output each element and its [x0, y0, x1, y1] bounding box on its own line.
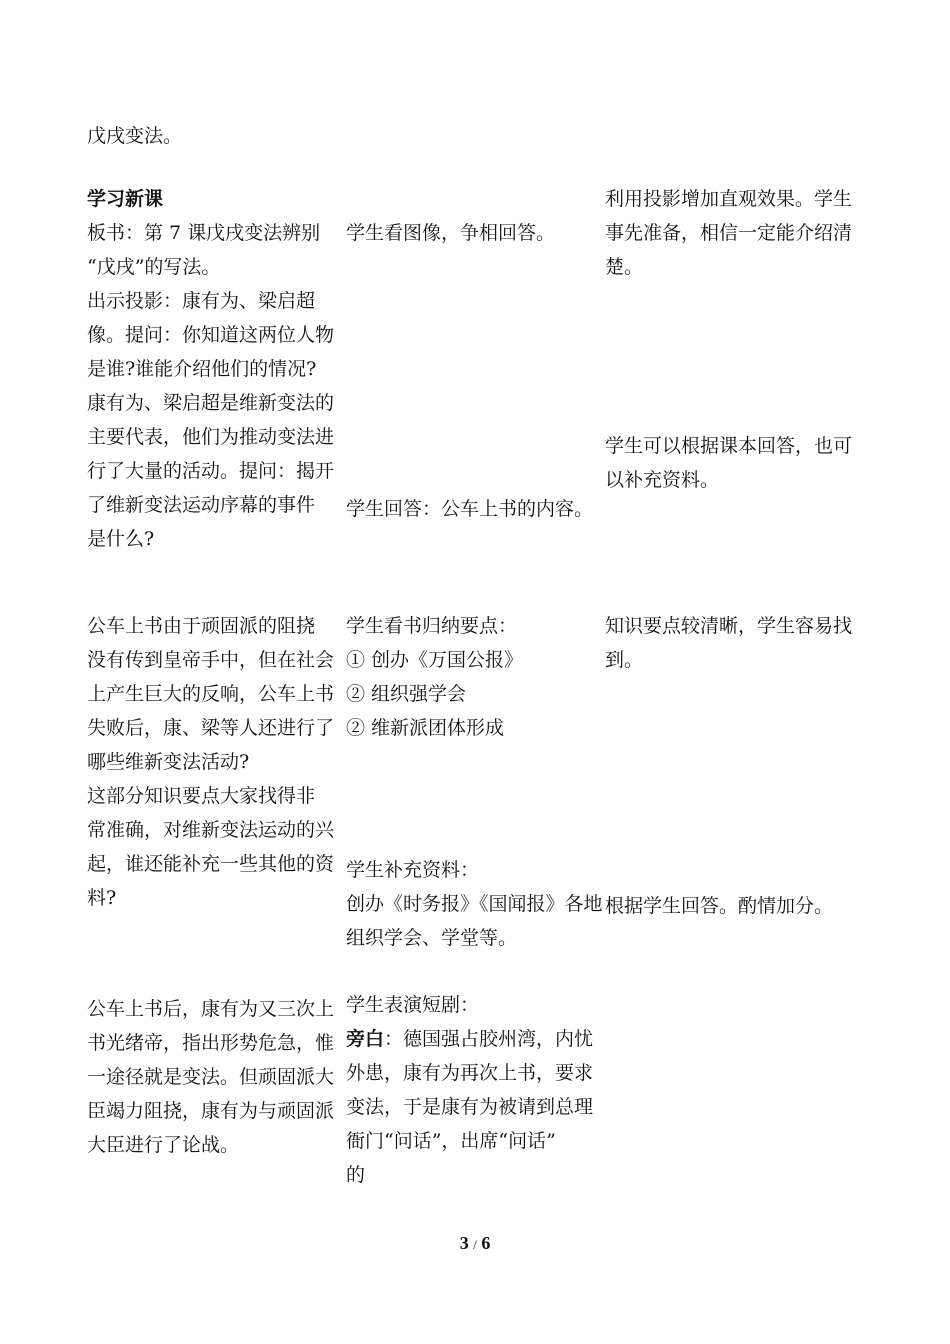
text-line: 出示投影：康有为、梁启超	[87, 290, 316, 312]
text-line: 主要代表，他们为推动变法进	[87, 426, 335, 448]
teacher-activity-block-3	[87, 992, 337, 1162]
text-line: 哪些维新变法活动?	[87, 751, 250, 773]
student-activity-block-3	[346, 609, 596, 745]
list-item: ① 创办《万国公报》	[346, 649, 524, 671]
text-line: 康有为、梁启超是维新变法的	[87, 392, 335, 414]
text-line: 学生可以根据课本回答，也可	[605, 435, 853, 457]
teacher-activity-block-2	[87, 609, 337, 915]
student-activity-block-4	[346, 853, 603, 955]
page-number	[0, 1226, 950, 1262]
design-intent-block-1	[605, 182, 860, 284]
text-line: 是谁?谁能介绍他们的情况?	[87, 358, 317, 380]
section-title-text: 学习新课	[87, 188, 164, 210]
teacher-activity-block-1	[87, 216, 337, 556]
text-line: 楚。	[605, 256, 644, 278]
design-intent-block-4	[605, 889, 860, 923]
text-line: 料?	[87, 887, 117, 909]
page-separator: /	[473, 1237, 477, 1252]
student-activity-block-5	[346, 988, 596, 1192]
text-line: 这部分知识要点大家找得非	[87, 785, 316, 807]
text-line: 学生回答：公车上书的内容。	[346, 498, 594, 520]
text-line: 板书：第 7 课戊戌变法辨别	[87, 222, 321, 244]
text-line: 变法，于是康有为被请到总理	[346, 1096, 594, 1118]
text-line: 学生看书归纳要点：	[346, 615, 518, 637]
list-item: ② 组织强学会	[346, 683, 467, 705]
text-line: 公车上书后，康有为又三次上	[87, 998, 335, 1020]
design-intent-block-3	[605, 609, 860, 677]
text-line: 根据学生回答。酌情加分。	[605, 895, 834, 917]
text-line: 起，谁还能补充一些其他的资	[87, 853, 335, 875]
text-line: 学生看图像，争相回答。	[346, 222, 556, 244]
text-line: 知识要点较清晰，学生容易找	[605, 615, 853, 637]
intro-line: 戊戌变法。	[87, 125, 183, 147]
text-line: 大臣进行了论战。	[87, 1134, 240, 1156]
text-line: 是什么?	[87, 528, 155, 550]
design-intent-block-2	[605, 429, 860, 497]
text-line: 行了大量的活动。提问：揭开	[87, 460, 335, 482]
intro-text	[87, 119, 337, 153]
narration-text: ：德国强占胶州湾，内忧	[384, 1028, 594, 1050]
text-line: 到。	[605, 649, 644, 671]
student-activity-block-2	[346, 492, 596, 526]
student-activity-block-1	[346, 216, 596, 250]
text-line: 公车上书由于顽固派的阻挠	[87, 615, 316, 637]
narration-label: 旁白	[346, 1028, 385, 1050]
text-line: 外患，康有为再次上书，要求	[346, 1062, 594, 1084]
text-line: 一途径就是变法。但顽固派大	[87, 1066, 335, 1088]
text-line: 像。提问：你知道这两位人物	[87, 324, 335, 346]
page-current: 3	[459, 1233, 469, 1253]
text-line: 上产生巨大的反响，公车上书	[87, 683, 335, 705]
text-line: 了维新变法运动序幕的事件	[87, 494, 316, 516]
text-line: 书光绪帝，指出形势危急，惟	[87, 1032, 335, 1054]
text-line: 的	[346, 1164, 366, 1186]
text-line: 衙门“问话”，出席“问话”	[346, 1130, 556, 1152]
page-total: 6	[481, 1233, 491, 1253]
narration-line	[346, 1022, 596, 1056]
list-item: ② 维新派团体形成	[346, 717, 505, 739]
section-title	[87, 182, 337, 216]
text-line: 组织学会、学堂等。	[346, 927, 518, 949]
text-line: 利用投影增加直观效果。学生	[605, 188, 853, 210]
text-line: 学生表演短剧：	[346, 994, 480, 1016]
text-line: 没有传到皇帝手中，但在社会	[87, 649, 335, 671]
text-line: 臣竭力阻挠，康有为与顽固派	[87, 1100, 335, 1122]
text-line: 创办《时务报》《国闻报》各地	[346, 893, 603, 915]
text-line: 常准确，对维新变法运动的兴	[87, 819, 335, 841]
text-line: 学生补充资料：	[346, 859, 480, 881]
text-line: 失败后，康、梁等人还进行了	[87, 717, 335, 739]
text-line: “戊戌”的写法。	[87, 256, 221, 278]
text-line: 以补充资料。	[605, 469, 720, 491]
text-line: 事先准备，相信一定能介绍清	[605, 222, 853, 244]
